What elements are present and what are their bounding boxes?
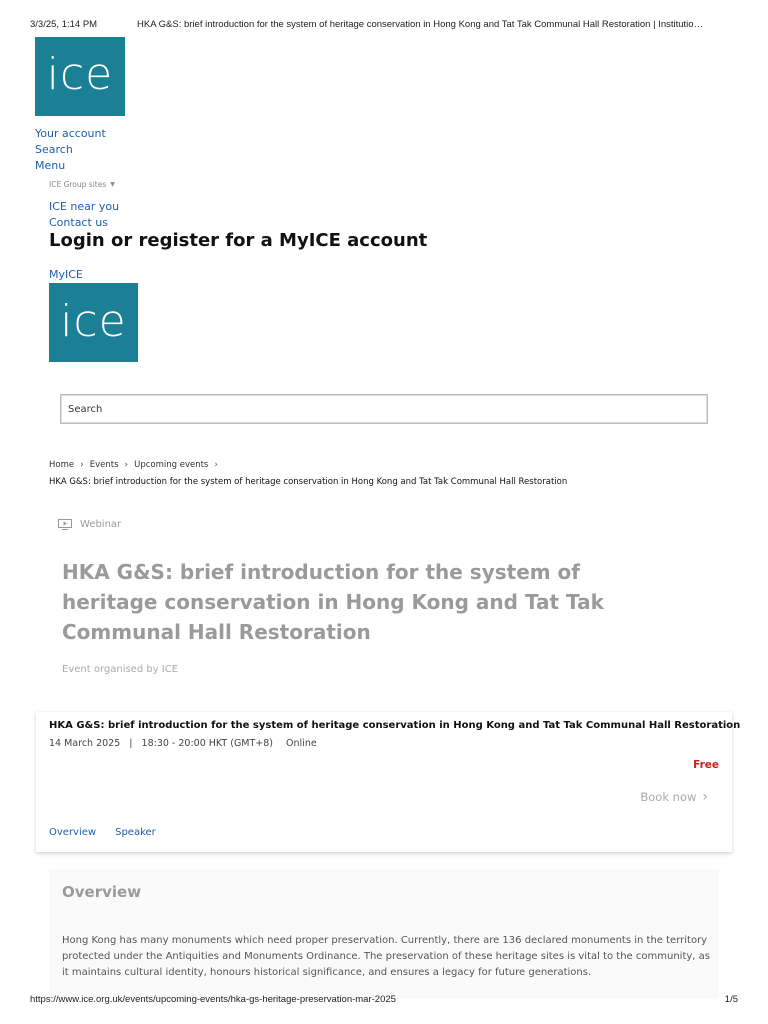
- ice-group-sites-label: ICE Group sites: [49, 180, 107, 189]
- chevron-right-icon: ›: [80, 460, 84, 470]
- ice-logo-header[interactable]: [35, 37, 125, 116]
- chevron-right-icon: ›: [702, 789, 708, 805]
- caret-down-icon: ▼: [110, 181, 115, 188]
- print-header: [30, 19, 704, 30]
- chevron-right-icon: ›: [214, 460, 218, 470]
- ice-group-sites-dropdown[interactable]: [49, 180, 115, 189]
- ice-logo-menu[interactable]: [49, 283, 138, 362]
- tab-speaker[interactable]: Speaker: [115, 827, 156, 838]
- screen-play-icon: [58, 519, 72, 530]
- tab-overview[interactable]: Overview: [49, 827, 97, 838]
- meta-separator: |: [129, 738, 133, 749]
- login-heading: Login or register for a MyICE account: [49, 230, 428, 251]
- event-date: 14 March 2025: [49, 738, 121, 749]
- print-datetime: 3/3/25, 1:14 PM: [30, 19, 98, 30]
- breadcrumb-upcoming-events[interactable]: Upcoming events: [134, 460, 209, 470]
- ice-logo-text: ice: [46, 48, 114, 100]
- search-input[interactable]: [61, 395, 707, 423]
- event-title: HKA G&S: brief introduction for the system of heritage conservation in Hong Kong and Tat Tak Communal Hall Restoration: [62, 560, 604, 644]
- event-card-title: HKA G&S: brief introduction for the system of heritage conservation in Hong Kong and Tat Tak Communal Hall Restoration: [49, 720, 741, 731]
- event-organiser: Event organised by ICE: [62, 664, 179, 675]
- book-now-button[interactable]: [640, 789, 708, 805]
- event-price: Free: [693, 759, 719, 771]
- ice-near-you-link[interactable]: ICE near you: [49, 200, 120, 213]
- print-url: https://www.ice.org.uk/events/upcoming-events/hka-gs-heritage-preservation-mar-2025: [30, 994, 396, 1005]
- search-field[interactable]: [60, 394, 708, 424]
- your-account-link[interactable]: Your account: [35, 127, 106, 140]
- event-card-meta: [49, 738, 317, 749]
- chevron-right-icon: ›: [124, 460, 129, 470]
- event-location: Online: [286, 738, 317, 749]
- event-tabs: [49, 827, 156, 838]
- myice-link[interactable]: MyICE: [49, 268, 83, 281]
- ice-logo-text: ice: [60, 295, 127, 347]
- search-link[interactable]: Search: [35, 143, 73, 156]
- breadcrumb-events[interactable]: Events: [89, 460, 119, 470]
- breadcrumb-home[interactable]: Home: [49, 460, 75, 470]
- overview-title: Overview: [62, 883, 142, 901]
- menu-link[interactable]: Menu: [35, 159, 66, 172]
- print-doc-title: HKA G&S: brief introduction for the system of heritage conservation in Hong Kong and Tat Tak Communal Hall Restoration | Institutio…: [137, 19, 704, 30]
- contact-us-link[interactable]: Contact us: [49, 216, 108, 229]
- book-now-label: Book now: [640, 790, 697, 804]
- event-type: [58, 519, 121, 530]
- event-time: 18:30 - 20:00 HKT (GMT+8): [141, 738, 274, 749]
- breadcrumb: [49, 460, 224, 470]
- print-page-number: 1/5: [724, 994, 738, 1005]
- breadcrumb-current: HKA G&S: brief introduction for the system of heritage conservation in Hong Kong and Tat Tak Communal Hall Restoration: [49, 477, 568, 487]
- overview-text: Hong Kong has many monuments which need proper preservation. Currently, there are 136 declared monuments in the territory protected under the Antiquities and Monuments Ordinance. The preservation of these heritage sites is vital to the community, as it maintains cultural identity, honours historical significance, and ensures a legacy for future generations.: [62, 935, 710, 978]
- event-type-label: Webinar: [80, 519, 122, 530]
